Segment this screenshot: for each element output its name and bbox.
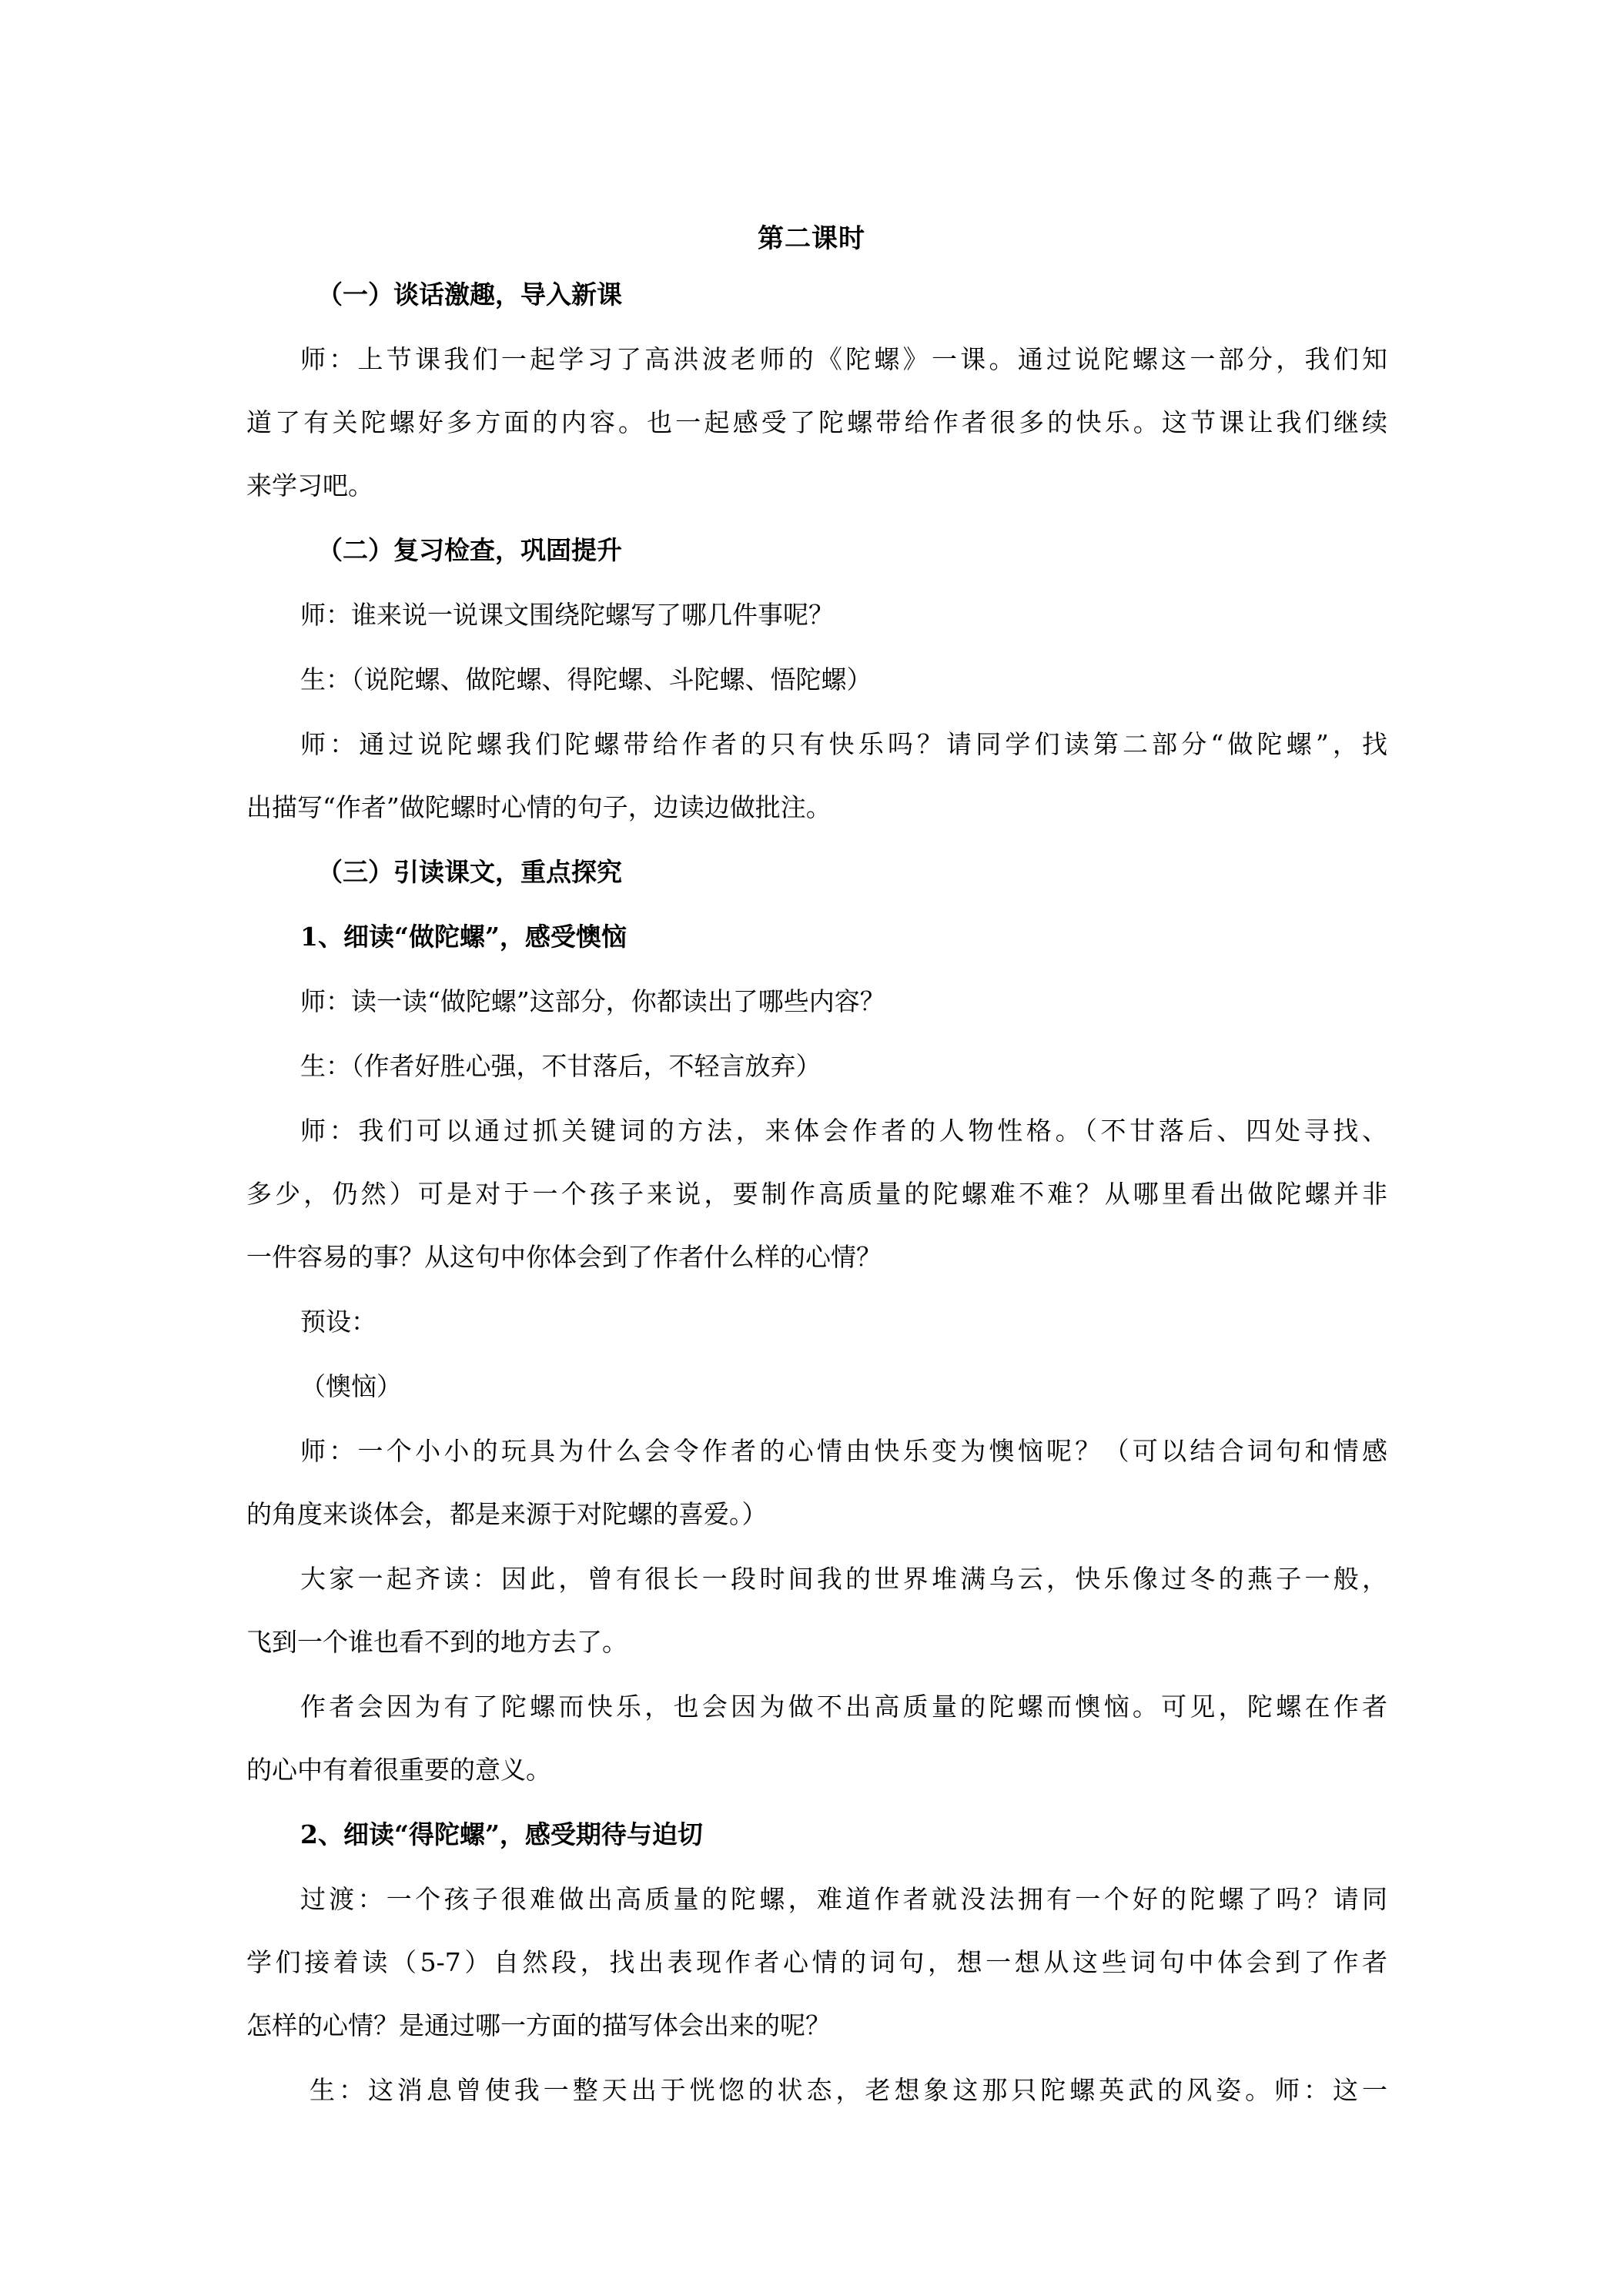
section-heading-1: （一）谈话激趣，导入新课 xyxy=(317,279,622,310)
paragraph-line: 生：（说陀螺、做陀螺、得陀螺、斗陀螺、悟陀螺） xyxy=(300,664,872,694)
paragraph-line: 来学习吧。 xyxy=(246,470,373,500)
paragraph-line: 师：通过说陀螺我们陀螺带给作者的只有快乐吗？请同学们读第二部分“做陀螺”，找 xyxy=(300,729,1387,759)
paragraph-line: 生：这消息曾使我一整天出于恍惚的状态，老想象这那只陀螺英武的风姿。师：这一 xyxy=(310,2075,1387,2105)
paragraph-line: 过渡：一个孩子很难做出高质量的陀螺，难道作者就没法拥有一个好的陀螺了吗？请同 xyxy=(300,1884,1387,1914)
paragraph-line: 一件容易的事？从这句中你体会到了作者什么样的心情？ xyxy=(246,1242,882,1272)
paragraph-line: 师：读一读“做陀螺”这部分，你都读出了哪些内容？ xyxy=(300,986,885,1016)
paragraph-line: 怎样的心情？是通过哪一方面的描写体会出来的呢？ xyxy=(246,2010,831,2040)
section-heading-2: （二）复习检查，巩固提升 xyxy=(317,535,622,565)
paragraph-line: 飞到一个谁也看不到的地方去了。 xyxy=(246,1627,627,1657)
paragraph-line: 的心中有着很重要的意义。 xyxy=(246,1755,551,1785)
subsection-heading-2: 2、细读“得陀螺”，感受期待与迫切 xyxy=(300,1819,703,1849)
paragraph-line: 多少，仍然）可是对于一个孩子来说，要制作高质量的陀螺难不难？从哪里看出做陀螺并非 xyxy=(246,1179,1387,1209)
paragraph-line: 道了有关陀螺好多方面的内容。也一起感受了陀螺带给作者很多的快乐。这节课让我们继续 xyxy=(246,407,1387,437)
paragraph-line: 师：谁来说一说课文围绕陀螺写了哪几件事呢？ xyxy=(300,600,834,630)
paragraph-line: 预设： xyxy=(300,1307,376,1337)
paragraph-line: 师：一个小小的玩具为什么会令作者的心情由快乐变为懊恼呢？（可以结合词句和情感 xyxy=(300,1436,1387,1466)
paragraph-line: 师：上节课我们一起学习了高洪波老师的《陀螺》一课。通过说陀螺这一部分，我们知 xyxy=(300,344,1387,374)
paragraph-line: 的角度来谈体会，都是来源于对陀螺的喜爱。） xyxy=(246,1499,768,1529)
paragraph-line: （懊恼） xyxy=(300,1371,402,1401)
paragraph-line: 学们接着读（5-7）自然段，找出表现作者心情的词句，想一想从这些词句中体会到了作者 xyxy=(246,1947,1387,1977)
page-title: 第二课时 xyxy=(758,223,865,254)
paragraph-line: 作者会因为有了陀螺而快乐，也会因为做不出高质量的陀螺而懊恼。可见，陀螺在作者 xyxy=(300,1692,1387,1722)
section-heading-3: （三）引读课文，重点探究 xyxy=(317,857,622,887)
paragraph-line: 师：我们可以通过抓关键词的方法，来体会作者的人物性格。（不甘落后、四处寻找、 xyxy=(300,1116,1387,1146)
paragraph-line: 生：（作者好胜心强，不甘落后，不轻言放弃） xyxy=(300,1051,822,1081)
subsection-heading-1: 1、细读“做陀螺”，感受懊恼 xyxy=(300,922,627,952)
paragraph-line: 出描写“作者”做陀螺时心情的句子，边读边做批注。 xyxy=(246,792,832,822)
paragraph-line: 大家一起齐读：因此，曾有很长一段时间我的世界堆满乌云，快乐像过冬的燕子一般， xyxy=(300,1564,1387,1594)
